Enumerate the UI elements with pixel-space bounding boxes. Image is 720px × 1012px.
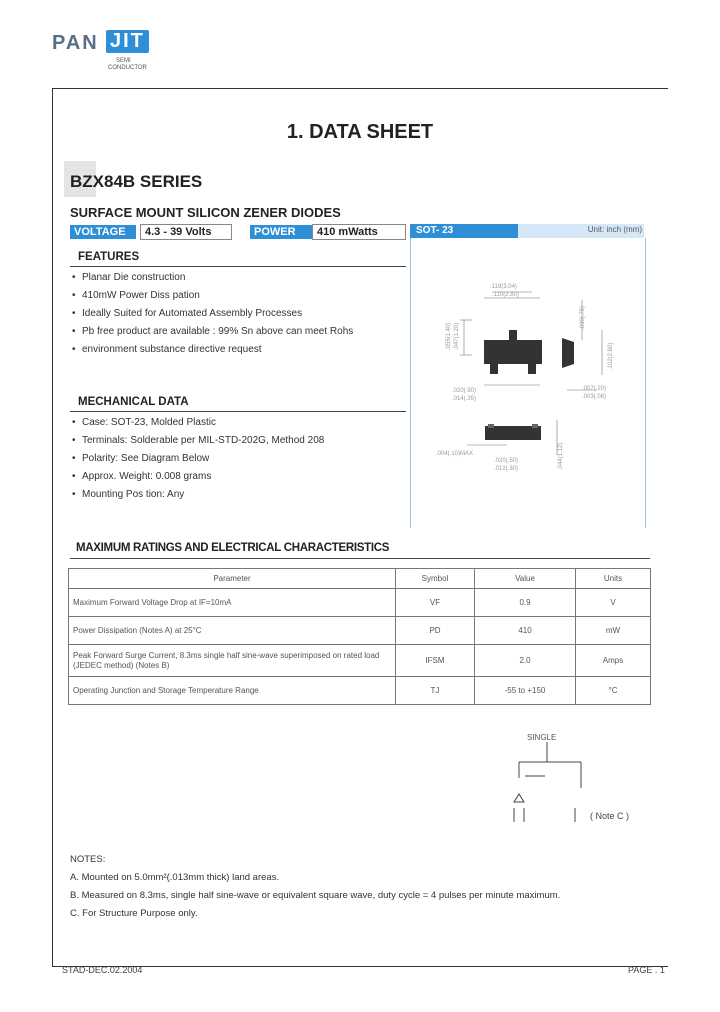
- package-label: SOT- 23: [410, 224, 518, 238]
- svg-text:.102(2.60): .102(2.60): [608, 342, 614, 370]
- mechanical-title: MECHANICAL DATA: [78, 396, 189, 408]
- svg-text:.110(2.80): .110(2.80): [492, 292, 519, 298]
- features-list: [72, 269, 402, 359]
- cell-value: -55 to +150: [475, 677, 576, 705]
- table-row: [69, 617, 651, 645]
- svg-text:.012(.30): .012(.30): [494, 466, 519, 472]
- note-item: B. Measured on 8.3ms, single half sine-wave or equivalent square wave, duty cycle = 4 pulses per minute maximum.: [70, 890, 561, 901]
- svg-text:.020(.50): .020(.50): [452, 388, 477, 394]
- logo-subtitle: [108, 58, 147, 72]
- cell-units: Amps: [576, 645, 651, 677]
- footer-page: PAGE . 1: [628, 965, 665, 975]
- cell-symbol: VF: [396, 589, 475, 617]
- svg-text:.055(1.40): .055(1.40): [446, 322, 452, 350]
- cell-parameter: Operating Junction and Storage Temperature Range: [69, 677, 396, 705]
- ratings-title: MAXIMUM RATINGS AND ELECTRICAL CHARACTERISTICS: [76, 542, 390, 554]
- list-item: • Terminals: Solderable per MIL-STD-202G, Method 208: [72, 432, 402, 450]
- diode-schematic: [505, 742, 595, 824]
- header-value: Value: [475, 569, 576, 589]
- list-item: • Case: SOT-23, Molded Plastic: [72, 414, 402, 432]
- svg-text:.047(1.20): .047(1.20): [454, 322, 460, 350]
- svg-text:.003(.08): .003(.08): [582, 394, 607, 400]
- list-item: • Approx. Weight: 0.008 grams: [72, 468, 402, 486]
- cell-symbol: TJ: [396, 677, 475, 705]
- list-item: • Planar Die construction: [72, 269, 402, 287]
- diagram-single-label: SINGLE: [527, 733, 557, 742]
- subtitle: SURFACE MOUNT SILICON ZENER DIODES: [70, 205, 341, 220]
- table-row: [69, 645, 651, 677]
- cell-units: °C: [576, 677, 651, 705]
- header-parameter: Parameter: [69, 569, 396, 589]
- list-item: • Pb free product are available : 99% Sn above can meet Rohs: [72, 323, 402, 341]
- note-item: C. For Structure Purpose only.: [70, 908, 198, 919]
- voltage-label: VOLTAGE: [70, 225, 136, 239]
- ratings-table: [68, 568, 651, 705]
- notes: [70, 851, 560, 923]
- mechanical-rule: [70, 411, 406, 412]
- svg-text:.020(.50): .020(.50): [494, 458, 519, 464]
- cell-units: mW: [576, 617, 651, 645]
- table-row: [69, 677, 651, 705]
- top-rule: [52, 88, 668, 89]
- power-label: POWER: [250, 225, 314, 239]
- cell-value: 0.9: [475, 589, 576, 617]
- notes-title: NOTES:: [70, 854, 106, 865]
- cell-symbol: IFSM: [396, 645, 475, 677]
- list-item: • Ideally Suited for Automated Assembly Processes: [72, 305, 402, 323]
- list-item: • Mounting Pos tion: Any: [72, 486, 402, 504]
- features-rule: [70, 266, 406, 267]
- logo-conductor: CONDUCTOR: [108, 65, 147, 71]
- cell-units: V: [576, 589, 651, 617]
- svg-text:.030(.75): .030(.75): [580, 305, 586, 330]
- voltage-value: 4.3 - 39 Volts: [140, 224, 232, 240]
- diagram-note: ( Note C ): [590, 811, 630, 821]
- cell-parameter: Peak Forward Surge Current, 8.3ms single half sine-wave superimposed on rated load (JEDEC method) (Notes B): [69, 645, 396, 677]
- note-item: A. Mounted on 5.0mm²(.013mm thick) land areas.: [70, 872, 280, 883]
- logo-pan: PAN: [52, 32, 99, 54]
- svg-text:.044(1.12): .044(1.12): [558, 442, 564, 470]
- header-symbol: Symbol: [396, 569, 475, 589]
- logo-jit: JIT: [106, 30, 149, 53]
- mechanical-list: [72, 414, 402, 504]
- logo-semi: SEMI: [116, 58, 131, 64]
- package-outline-drawing: [412, 240, 642, 525]
- power-value: 410 mWatts: [312, 224, 406, 240]
- table-header-row: [69, 569, 651, 589]
- cell-value: 410: [475, 617, 576, 645]
- svg-text:.014(.35): .014(.35): [452, 396, 477, 402]
- table-row: [69, 589, 651, 617]
- cell-parameter: Power Dissipation (Notes A) at 25°C: [69, 617, 396, 645]
- svg-text:.004(.10)MAX: .004(.10)MAX: [436, 451, 474, 457]
- features-title: FEATURES: [78, 251, 140, 263]
- svg-text:.119(3.04): .119(3.04): [490, 284, 517, 290]
- footer-doc-id: STAD-DEC.02.2004: [62, 965, 143, 975]
- list-item: • 410mW Power Diss pation: [72, 287, 402, 305]
- left-rule: [52, 88, 53, 966]
- ratings-rule: [70, 558, 650, 559]
- svg-text:.007(.20): .007(.20): [582, 386, 607, 392]
- cell-value: 2.0: [475, 645, 576, 677]
- cell-symbol: PD: [396, 617, 475, 645]
- header-units: Units: [576, 569, 651, 589]
- series-title: BZX84B SERIES: [70, 172, 203, 191]
- package-unit: Unit: inch (mm): [587, 225, 642, 234]
- list-item-continuation: • environment substance directive request: [72, 341, 402, 359]
- footer-rule: [52, 966, 668, 967]
- cell-parameter: Maximum Forward Voltage Drop at IF=10mA: [69, 589, 396, 617]
- list-item: • Polarity: See Diagram Below: [72, 450, 402, 468]
- page-title: 1. DATA SHEET: [286, 121, 434, 143]
